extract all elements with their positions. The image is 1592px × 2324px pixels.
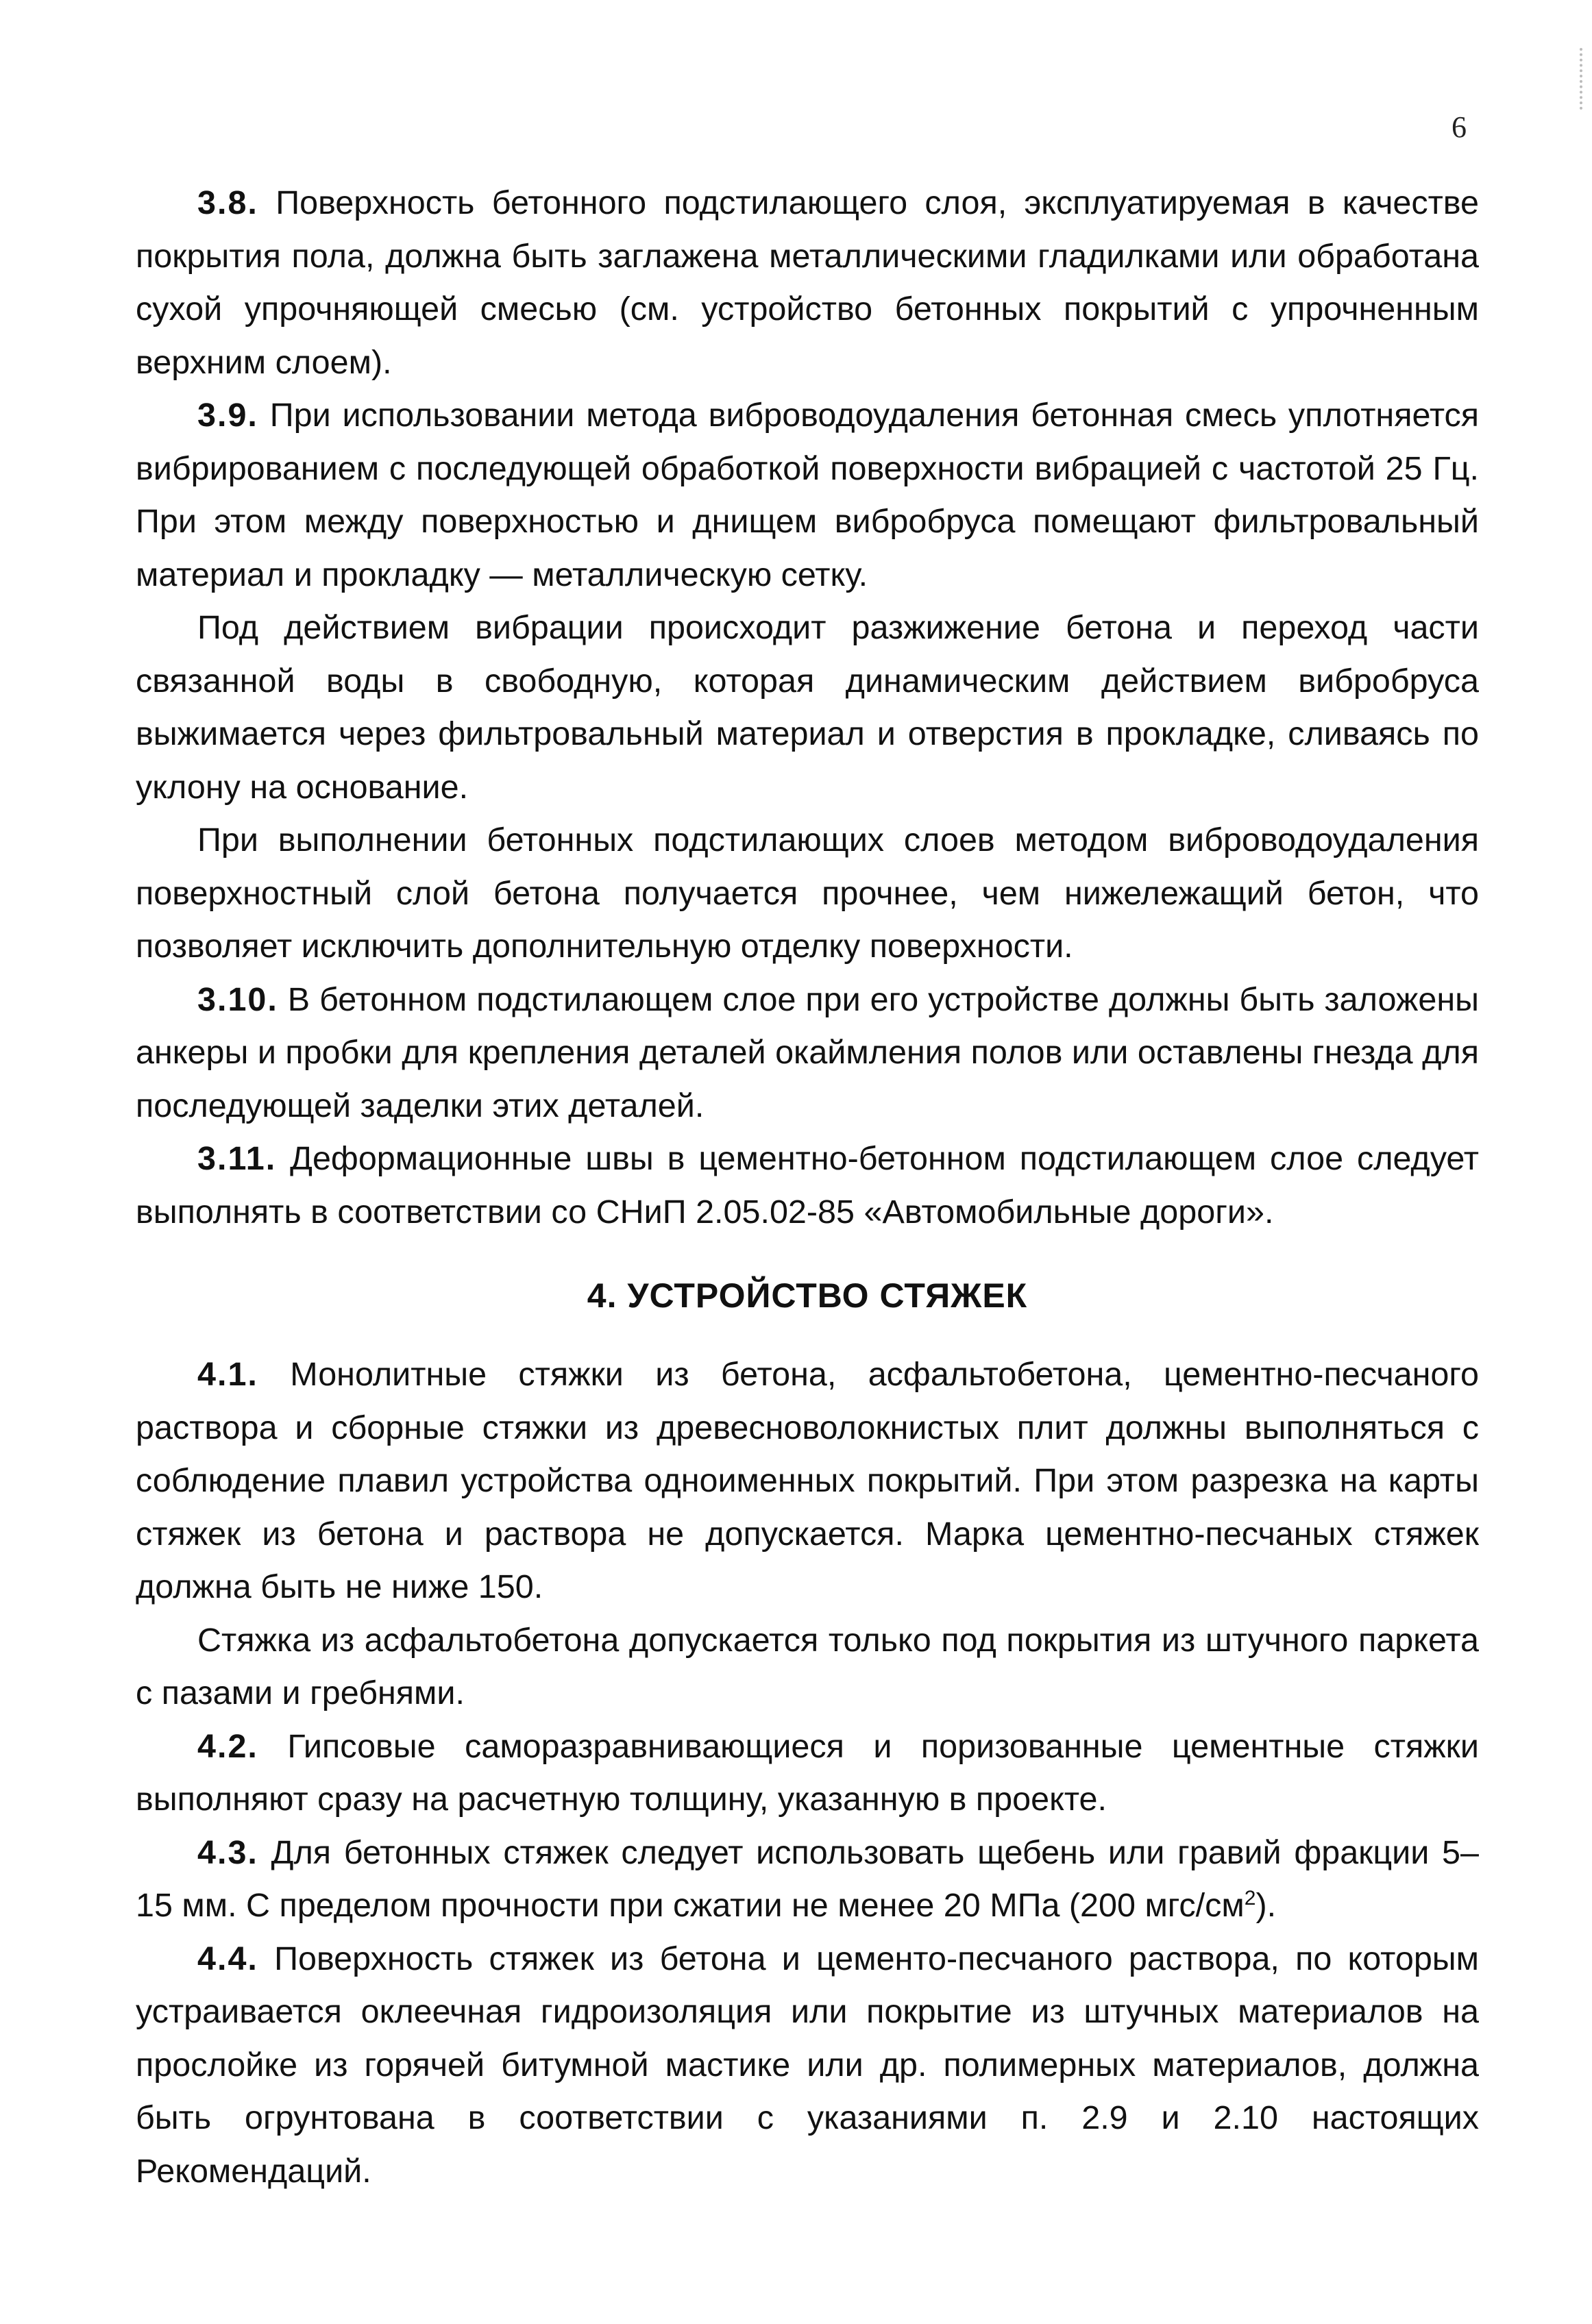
paragraph-text: Монолитные стяжки из бетона, асфальтобетона, цементно-песчаного раствора и сборные стяжки из древесноволокнистых плит должны выполняться с соблюдение плавил устройства одноименных покрытий. При этом разрезка на карты стяжек из бетона и раствора не допускается. Марка цементно-песчаных стяжек должна быть не ниже 150.: [136, 1356, 1479, 1605]
paragraph-text: При использовании метода виброводоудаления бетонная смесь уплотняется вибрированием с последующей обработкой поверхности вибрацией с частотой 25 Гц. При этом между поверхностью и днищем вибробруса помещают фильтровальный материал и прокладку — металлическую сетку.: [136, 397, 1479, 593]
page-body: [136, 177, 1479, 2198]
paragraph-number: 4.1.: [197, 1356, 258, 1393]
scan-edge-mark: [1580, 48, 1585, 110]
paragraph-number: 3.10.: [197, 980, 278, 1018]
paragraph-3-10: [136, 974, 1479, 1133]
section-heading: 4. УСТРОЙСТВО СТЯЖЕК: [587, 1276, 1028, 1315]
paragraph-number: 4.3.: [197, 1833, 258, 1871]
paragraph-text-tail: ).: [1256, 1887, 1277, 1924]
paragraph-3-11: [136, 1133, 1479, 1239]
paragraph-number: 4.2.: [197, 1727, 258, 1765]
paragraph-4-3: [136, 1827, 1479, 1933]
paragraph-number: 4.4.: [197, 1940, 258, 1977]
paragraph-4-1: [136, 1348, 1479, 1614]
paragraph-3-8: [136, 177, 1479, 389]
page-number: 6: [1452, 110, 1467, 144]
paragraph-text: Стяжка из асфальтобетона допускается только под покрытия из штучного паркета с пазами и гребнями.: [136, 1621, 1479, 1711]
paragraph-4-4: [136, 1933, 1479, 2199]
paragraph-text: При выполнении бетонных подстилающих слоев методом виброводоудаления поверхностный слой бетона получается прочнее, чем нижележащий бетон, что позволяет исключить дополнительную отделку поверхности.: [136, 821, 1479, 965]
paragraph-3-9: [136, 389, 1479, 602]
paragraph-text: Поверхность стяжек из бетона и цементо-песчаного раствора, по которым устраивается оклеечная гидроизоляция или покрытие из штучных материалов на прослойке из горячей битумной мастике или др. полимерных материалов, должна быть огрунтована в соответствии с указаниями п. 2.9 и 2.10 настоящих Рекомендаций.: [136, 1940, 1479, 2190]
paragraph-surface-layer: [136, 814, 1479, 974]
paragraph-text: Для бетонных стяжек следует использовать щебень или гравий фракции 5–15 мм. С пределом прочности при сжатии не менее 20 МПа (200 мгс/см: [136, 1833, 1480, 1924]
paragraph-text: Гипсовые саморазравнивающиеся и поризованные цементные стяжки выполняют сразу на расчетную толщину, указанную в проекте.: [136, 1727, 1479, 1818]
paragraph-number: 3.11.: [197, 1140, 277, 1177]
superscript: 2: [1244, 1886, 1256, 1909]
paragraph-text: В бетонном подстилающем слое при его устройстве должны быть заложены анкеры и пробки для крепления деталей окаймления полов или оставлены гнезда для последующей заделки этих деталей.: [136, 980, 1479, 1124]
paragraph-asphalt-screed: [136, 1614, 1479, 1720]
paragraph-4-2: [136, 1720, 1479, 1827]
paragraph-number: 3.8.: [197, 184, 258, 221]
paragraph-number: 3.9.: [197, 397, 258, 434]
paragraph-text: Поверхность бетонного подстилающего слоя, эксплуатируемая в качестве покрытия пола, должна быть заглажена металлическими гладилками или обработана сухой упрочняющей смесью (см. устройство бетонных покрытий с упрочненным верхним слоем).: [136, 184, 1479, 381]
paragraph-text: Деформационные швы в цементно-бетонном подстилающем слое следует выполнять в соответствии со СНиП 2.05.02-85 «Автомобильные дороги».: [136, 1140, 1479, 1231]
paragraph-text: Под действием вибрации происходит разжижение бетона и переход части связанной воды в свободную, которая динамическим действием вибробруса выжимается через фильтровальный материал и отверстия в прокладке, сливаясь по уклону на основание.: [136, 609, 1479, 806]
paragraph-vibration-effect: [136, 602, 1479, 814]
